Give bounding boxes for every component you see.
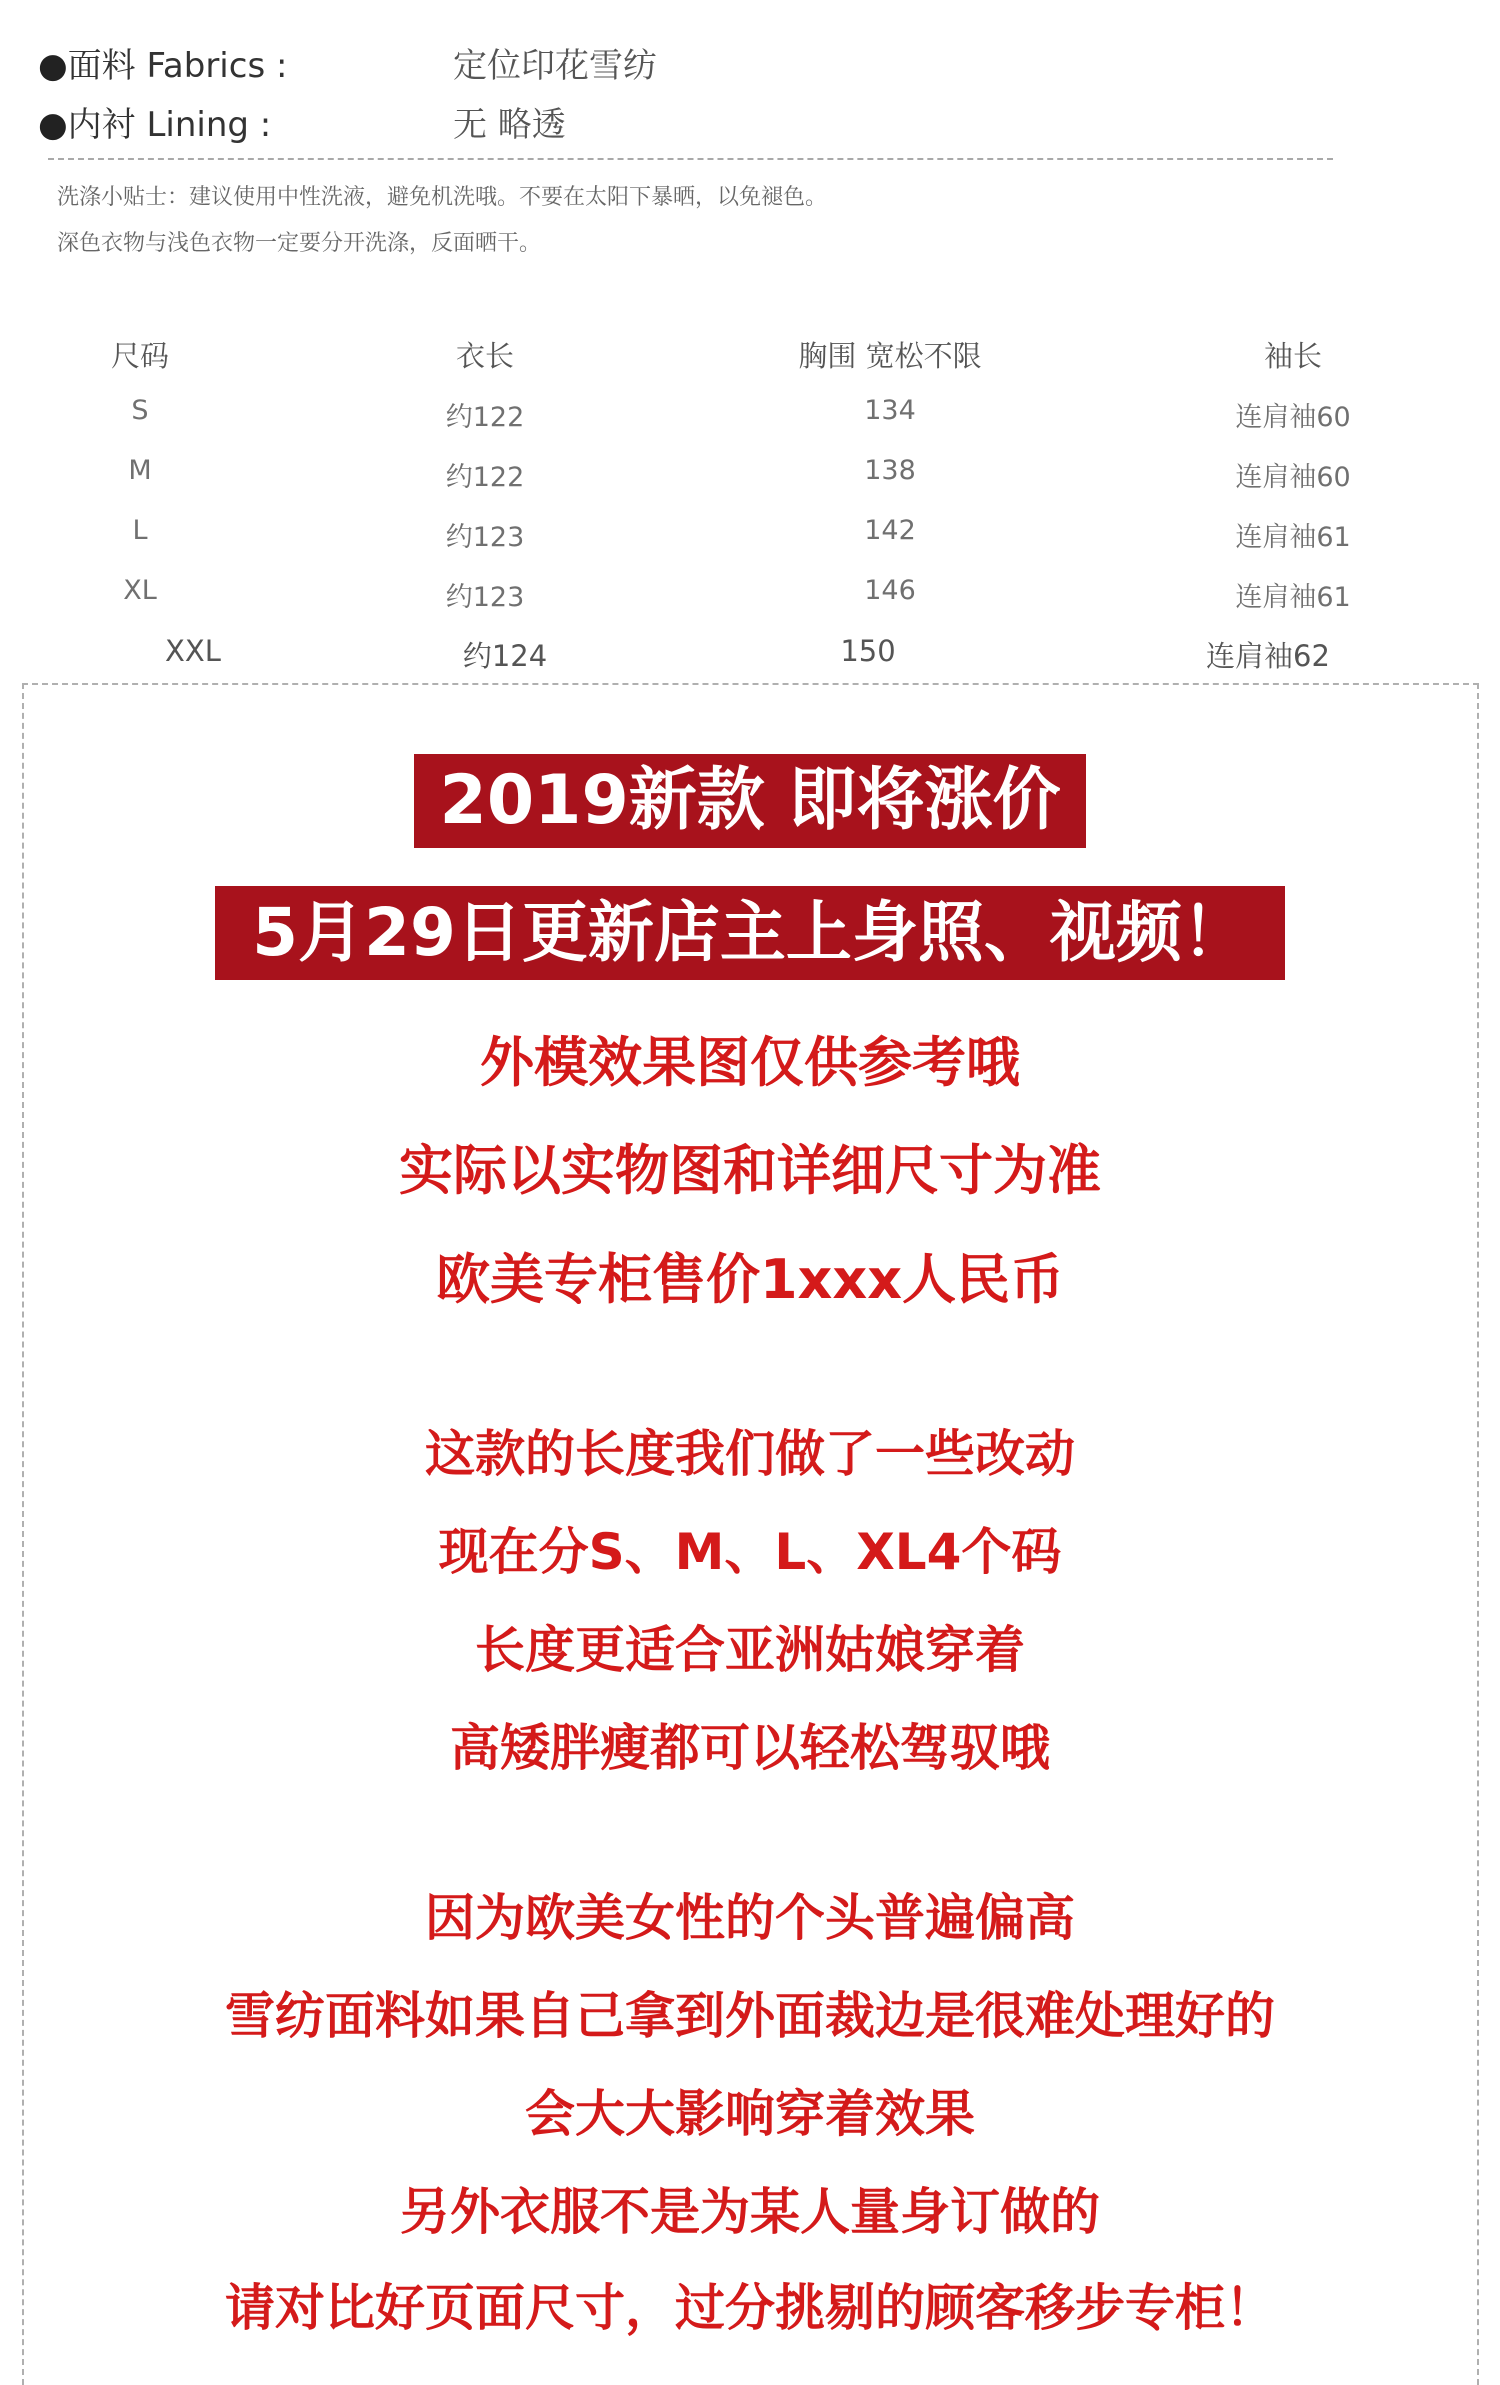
attr-row-lining bbox=[38, 97, 566, 146]
size-cell: 连肩袖61 bbox=[1235, 522, 1351, 553]
notice-line: 另外衣服不是为某人量身订做的 bbox=[400, 2183, 1100, 2241]
notice-line: 欧美专柜售价1xxx人民币 bbox=[435, 1248, 1065, 1311]
size-cell: 连肩袖62 bbox=[1206, 639, 1330, 673]
size-cell: 约123 bbox=[445, 582, 525, 613]
notice-line: 雪纺面料如果自己拿到外面裁边是很难处理好的 bbox=[225, 1987, 1275, 2045]
notice-line: 外模效果图仅供参考哦 bbox=[480, 1031, 1020, 1094]
notice-line: 长度更适合亚洲姑娘穿着 bbox=[475, 1621, 1025, 1679]
notice-line: 实际以实物图和详细尺寸为准 bbox=[399, 1139, 1101, 1202]
size-cell: XL bbox=[123, 575, 157, 606]
banner-update-notice: 5月29日更新店主上身照、视频！ bbox=[215, 886, 1285, 980]
notice-line: 高矮胖瘦都可以轻松驾驭哦 bbox=[450, 1719, 1050, 1777]
size-header: 衣长 bbox=[455, 339, 515, 373]
size-cell: 连肩袖61 bbox=[1235, 582, 1351, 613]
size-cell: 138 bbox=[864, 455, 916, 486]
size-cell: 约124 bbox=[462, 639, 548, 673]
notice-line: 这款的长度我们做了一些改动 bbox=[425, 1425, 1075, 1483]
size-header: 尺码 bbox=[110, 339, 170, 373]
size-cell: XXL bbox=[165, 634, 221, 668]
size-cell: 134 bbox=[864, 395, 916, 426]
size-cell: 连肩袖60 bbox=[1235, 462, 1351, 493]
size-cell: 150 bbox=[840, 634, 896, 668]
size-cell: 146 bbox=[864, 575, 916, 606]
attr-label-lining: 内衬 Lining : bbox=[67, 105, 272, 145]
size-cell: 142 bbox=[864, 515, 916, 546]
size-cell: 约122 bbox=[445, 462, 525, 493]
attr-value-lining: 无 略透 bbox=[453, 105, 566, 145]
bullet-icon: ● bbox=[38, 105, 68, 145]
size-header: 袖长 bbox=[1263, 339, 1323, 373]
care-tip-line: 洗涤小贴士：建议使用中性洗液，避免机洗哦。不要在太阳下暴晒，以免褪色。 bbox=[57, 185, 828, 210]
size-cell: M bbox=[128, 455, 152, 486]
size-cell: 约123 bbox=[445, 522, 525, 553]
size-header: 胸围 宽松不限 bbox=[798, 339, 982, 373]
attr-row-fabrics bbox=[38, 38, 657, 87]
size-cell: 约122 bbox=[445, 402, 525, 433]
notice-line: 请对比好页面尺寸，过分挑剔的顾客移步专柜！ bbox=[225, 2279, 1275, 2337]
bullet-icon: ● bbox=[38, 46, 68, 86]
size-cell: 连肩袖60 bbox=[1235, 402, 1351, 433]
attr-value-fabrics: 定位印花雪纺 bbox=[453, 46, 657, 86]
notice-line: 现在分S、M、L、XL4个码 bbox=[438, 1523, 1062, 1581]
care-tip-line: 深色衣物与浅色衣物一定要分开洗涤，反面晒干。 bbox=[57, 231, 542, 256]
attr-label-fabrics: 面料 Fabrics : bbox=[67, 46, 288, 86]
notice-line: 因为欧美女性的个头普遍偏高 bbox=[425, 1889, 1075, 1947]
notice-line: 会大大影响穿着效果 bbox=[525, 2085, 975, 2143]
divider bbox=[48, 158, 1333, 160]
size-cell: S bbox=[131, 395, 149, 426]
size-cell: L bbox=[132, 515, 148, 546]
banner-price-rise: 2019新款 即将涨价 bbox=[414, 754, 1086, 848]
